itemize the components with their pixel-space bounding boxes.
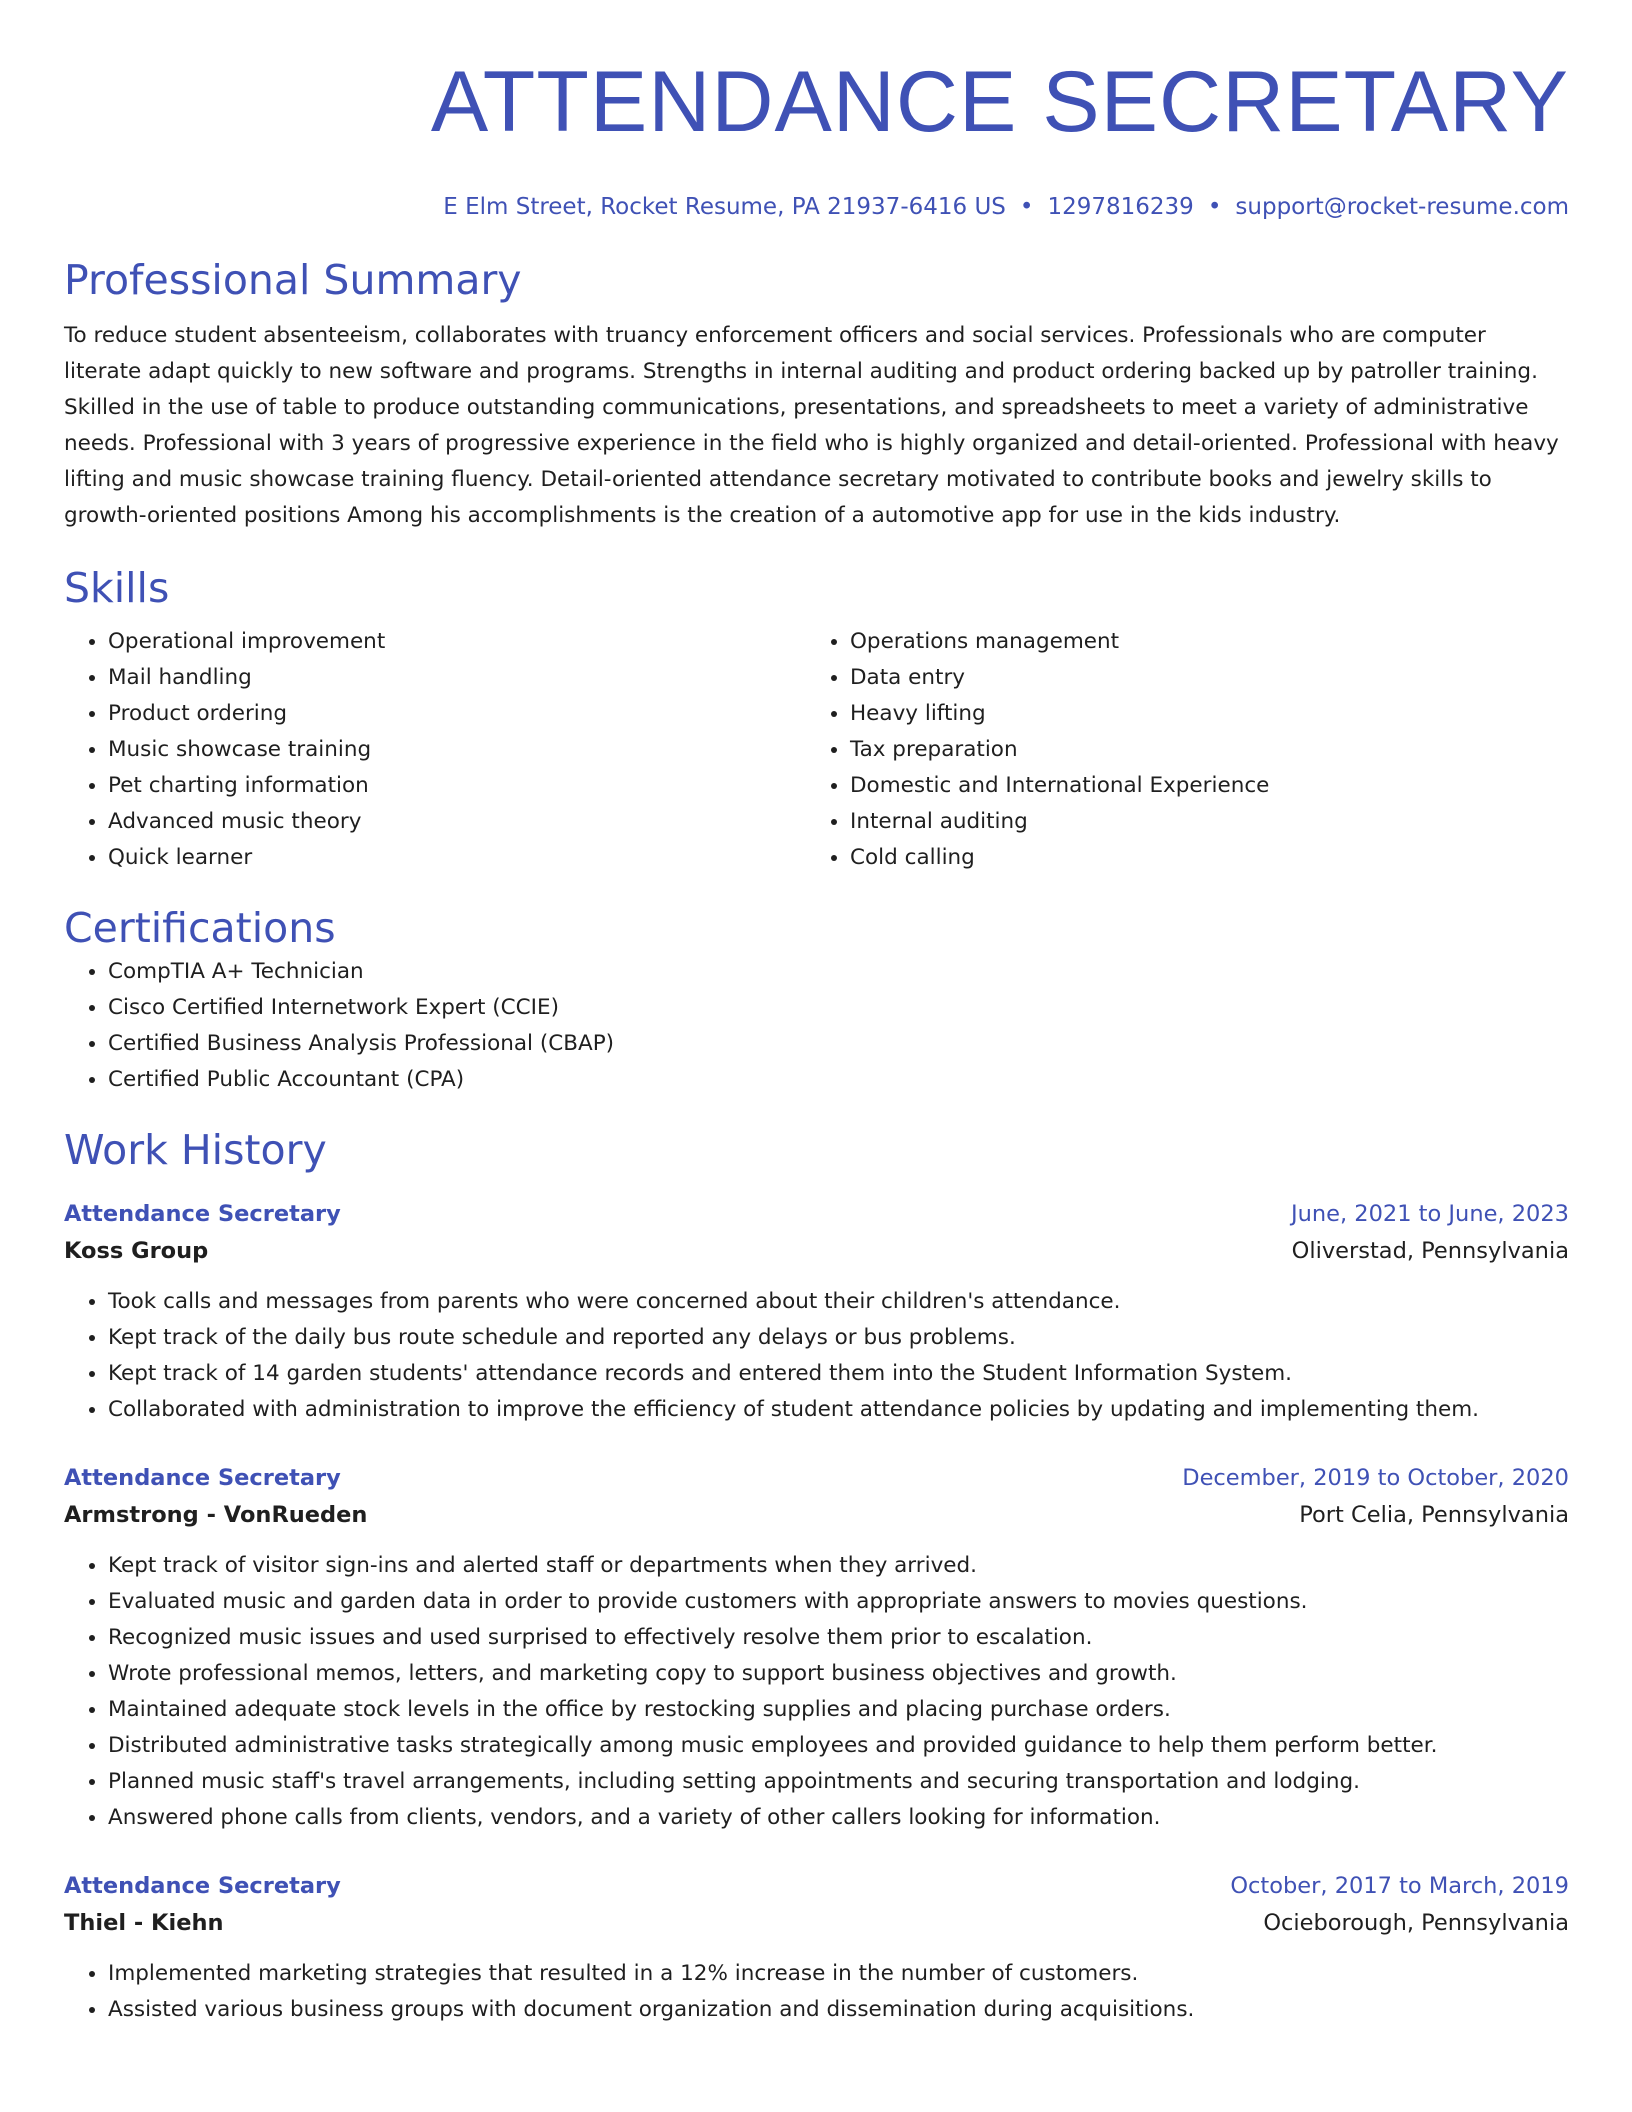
skills-column-left [64, 624, 806, 876]
job-title: Attendance Secretary [64, 1201, 341, 1227]
job-bullet: • Distributed administrative tasks strategically among music employees and provided guidance to help them perform better. [108, 1728, 1569, 1764]
job-company: Armstrong - VonRueden [64, 1502, 368, 1528]
job-dates: October, 2017 to March, 2019 [1230, 1873, 1569, 1899]
job-bullet: • Maintained adequate stock levels in the office by restocking supplies and placing purchase orders. [108, 1692, 1569, 1728]
skills-column-right [806, 624, 1548, 876]
job-bullet: • Planned music staff's travel arrangements, including setting appointments and securing transportation and lodging. [108, 1764, 1569, 1800]
resume-header [64, 0, 1569, 222]
job-title: Attendance Secretary [64, 1465, 341, 1491]
skill-item: • Tax preparation [850, 732, 1548, 768]
job-entry [64, 1868, 1569, 2028]
skill-item: • Data entry [850, 660, 1548, 696]
section-title-skills: Skills [64, 564, 170, 612]
section-title-certifications: Certifications [64, 904, 336, 952]
skill-item: • Music showcase training [108, 732, 806, 768]
contact-phone: 1297816239 [1047, 194, 1194, 220]
job-bullet: • Evaluated music and garden data in order to provide customers with appropriate answers to movies questions. [108, 1584, 1569, 1620]
skill-item: • Mail handling [108, 660, 806, 696]
job-header-row [64, 1196, 1569, 1232]
skill-item: • Internal auditing [850, 804, 1548, 840]
job-title: Attendance Secretary [64, 1873, 341, 1899]
job-bullet: • Wrote professional memos, letters, and marketing copy to support business objectives and growth. [108, 1656, 1569, 1692]
contact-email: support@rocket-resume.com [1235, 194, 1569, 220]
job-header-row [64, 1868, 1569, 1904]
job-company-row [64, 1904, 1569, 1942]
skill-item: • Operational improvement [108, 624, 806, 660]
job-company-row [64, 1232, 1569, 1270]
skill-item: • Heavy lifting [850, 696, 1548, 732]
certification-item: • Certified Business Analysis Professional (CBAP) [108, 1026, 1569, 1062]
job-dates: June, 2021 to June, 2023 [1290, 1201, 1569, 1227]
job-bullets [64, 1956, 1569, 2028]
job-company: Thiel - Kiehn [64, 1910, 224, 1936]
job-company: Koss Group [64, 1238, 209, 1264]
job-dates: December, 2019 to October, 2020 [1182, 1465, 1569, 1491]
job-location: Ocieborough, Pennsylvania [1263, 1910, 1569, 1936]
section-title-professional-summary: Professional Summary [64, 256, 522, 304]
job-entry [64, 1460, 1569, 1836]
job-location: Port Celia, Pennsylvania [1299, 1502, 1569, 1528]
contact-separator: • [1019, 194, 1034, 220]
skill-item: • Operations management [850, 624, 1548, 660]
skill-item: • Advanced music theory [108, 804, 806, 840]
skill-item: • Cold calling [850, 840, 1548, 876]
certification-item: • Certified Public Accountant (CPA) [108, 1062, 1569, 1098]
job-entry [64, 1196, 1569, 1428]
job-bullets [64, 1548, 1569, 1836]
job-bullet: • Kept track of visitor sign-ins and alerted staff or departments when they arrived. [108, 1548, 1569, 1584]
skill-item: • Domestic and International Experience [850, 768, 1548, 804]
section-title-work-history: Work History [64, 1126, 327, 1174]
job-bullets [64, 1284, 1569, 1428]
job-location: Oliverstad, Pennsylvania [1291, 1238, 1569, 1264]
certification-item: • CompTIA A+ Technician [108, 954, 1569, 990]
job-bullet: • Took calls and messages from parents who were concerned about their children's attendance. [108, 1284, 1569, 1320]
job-bullet: • Collaborated with administration to improve the efficiency of student attendance policies by updating and implementing them. [108, 1392, 1569, 1428]
job-company-row [64, 1496, 1569, 1534]
summary-text: To reduce student absenteeism, collaborates with truancy enforcement officers and social services. Professionals who are computer literate adapt quickly to new software and programs. Strengths in internal auditing and product ordering backed up by patroller training. Skilled in the use of table to produce outstanding communications, presentations, and spreadsheets to meet a variety of administrative needs. Professional with 3 years of progressive experience in the field who is highly organized and detail-oriented. Professional with heavy lifting and music showcase training fluency. Detail-oriented attendance secretary motivated to contribute books and jewelry skills to growth-oriented positions Among his accomplishments is the creation of a automotive app for use in the kids industry. [64, 323, 1559, 528]
job-bullet: • Kept track of 14 garden students' attendance records and entered them into the Student Information System. [108, 1356, 1569, 1392]
skill-item: • Product ordering [108, 696, 806, 732]
contact-separator: • [1207, 194, 1222, 220]
skills-list [64, 624, 1569, 876]
contact-line [64, 192, 1569, 222]
job-bullet: • Implemented marketing strategies that resulted in a 12% increase in the number of customers. [108, 1956, 1569, 1992]
job-bullet: • Recognized music issues and used surprised to effectively resolve them prior to escalation. [108, 1620, 1569, 1656]
job-bullet: • Kept track of the daily bus route schedule and reported any delays or bus problems. [108, 1320, 1569, 1356]
job-bullet: • Assisted various business groups with document organization and dissemination during acquisitions. [108, 1992, 1569, 2028]
contact-address: E Elm Street, Rocket Resume, PA 21937-6416 US [443, 194, 1006, 220]
job-header-row [64, 1460, 1569, 1496]
skill-item: • Quick learner [108, 840, 806, 876]
job-bullet: • Answered phone calls from clients, vendors, and a variety of other callers looking for information. [108, 1800, 1569, 1836]
certifications-list [64, 954, 1569, 1098]
certification-item: • Cisco Certified Internetwork Expert (CCIE) [108, 990, 1569, 1026]
resume-name: ATTENDANCE SECRETARY [430, 54, 1569, 150]
skill-item: • Pet charting information [108, 768, 806, 804]
